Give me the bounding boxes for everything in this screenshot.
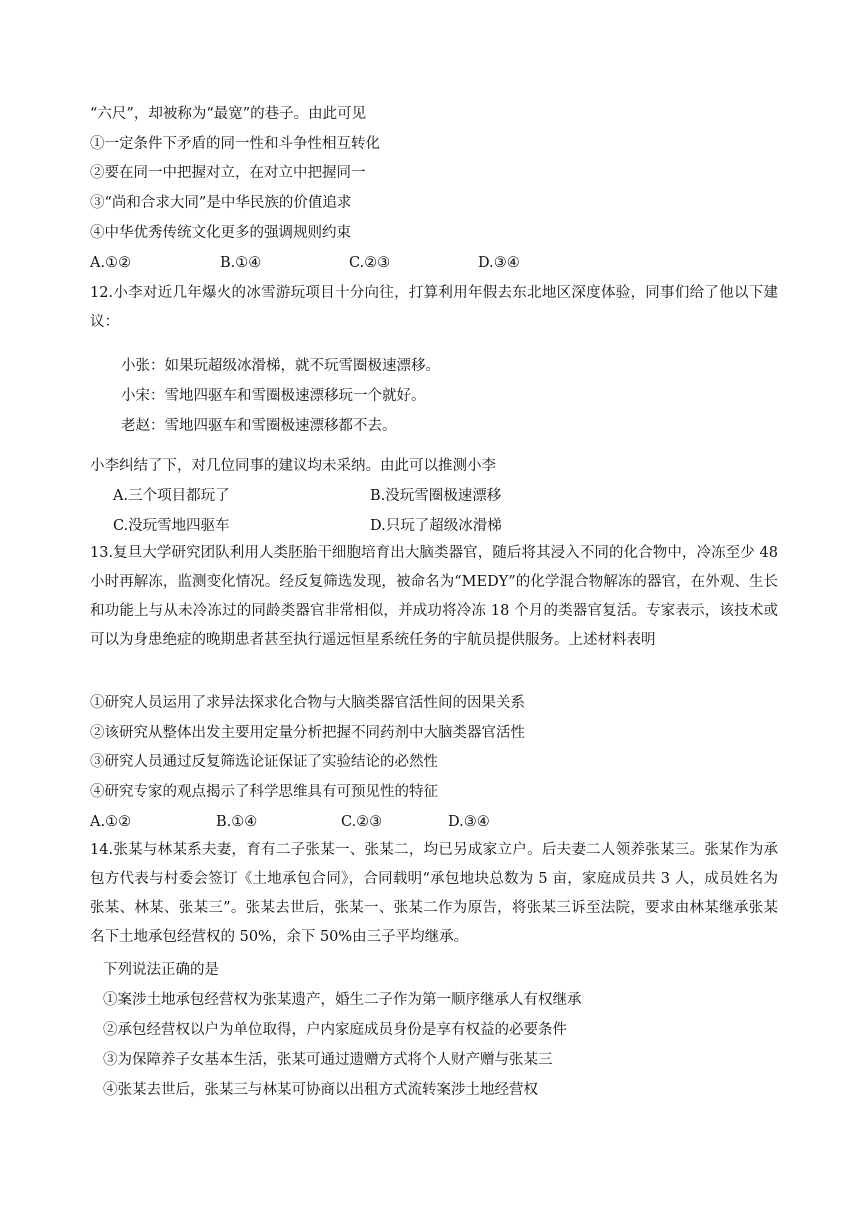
q13-item-1: ①研究人员运用了求异法探求化合物与大脑类器官活性间的因果关系 xyxy=(90,695,525,711)
q11-option-d: D.③④ xyxy=(478,255,520,271)
q13-item-4: ④研究专家的观点揭示了科学思维具有可预见性的特征 xyxy=(90,784,438,800)
q13-option-c: C.②③ xyxy=(341,814,383,830)
q14-item-4: ④张某去世后，张某三与林某可协商以出租方式流转案涉土地经营权 xyxy=(103,1082,538,1098)
q11-item-2: ②要在同一中把握对立，在对立中把握同一 xyxy=(90,165,366,181)
q12-quote-zhang: 小张：如果玩超级冰滑梯，就不玩雪圈极速漂移。 xyxy=(121,358,440,374)
q14-item-2: ②承包经营权以户为单位取得，户内家庭成员身份是享有权益的必要条件 xyxy=(103,1022,567,1038)
q13-option-d: D.③④ xyxy=(448,814,490,830)
q11-stem-tail: “六尺”，却被称为“最宽”的巷子。由此可见 xyxy=(90,106,367,122)
q14-prompt: 下列说法正确的是 xyxy=(103,962,219,978)
q12-option-d: D.只玩了超级冰滑梯 xyxy=(370,518,502,534)
q13-option-a: A.①② xyxy=(90,814,132,830)
q11-option-c: C.②③ xyxy=(349,255,391,271)
q12-followup: 小李纠结了下，对几位同事的建议均未采纳。由此可以推测小李 xyxy=(90,458,496,474)
q12-option-c: C.没玩雪地四驱车 xyxy=(113,518,230,534)
q13-item-2: ②该研究从整体出发主要用定量分析把握不同药剂中大脑类器官活性 xyxy=(90,725,525,741)
q13-option-b: B.①④ xyxy=(216,814,258,830)
q13-item-3: ③研究人员通过反复筛选论证保证了实验结论的必然性 xyxy=(90,754,438,770)
q14-item-3: ③为保障养子女基本生活，张某可通过遗赠方式将个人财产赠与张某三 xyxy=(103,1052,553,1068)
q13-stem: 13.复旦大学研究团队利用人类胚胎干细胞培育出大脑类器官，随后将其浸入不同的化合物中，冷冻至少 48 小时再解冻，监测变化情况。经反复筛选发现，被命名为“MEDY”的化学混合物解冻的器官，在外观、生长和功能上与从未冷冻过的同龄类器官非常相似，并成功将冷冻 18 个月的类器官复活。专家表示，该技术或可以为身患绝症的晚期患者甚至执行遥远恒星系统任务的宇航员提供服务。上述材料表明 xyxy=(90,545,778,648)
q12-option-b: B.没玩雪圈极速漂移 xyxy=(370,488,502,504)
q12-quote-song: 小宋：雪地四驱车和雪圈极速漂移玩一个就好。 xyxy=(121,388,426,404)
q11-item-1: ①一定条件下矛盾的同一性和斗争性相互转化 xyxy=(90,136,380,152)
q11-item-3: ③“尚和合求大同”是中华民族的价值追求 xyxy=(90,195,352,211)
q14-stem: 14.张某与林某系夫妻，育有二子张某一、张某二，均已另成家立户。后夫妻二人领养张某三。张某作为承包方代表与村委会签订《土地承包合同》，合同载明“承包地块总数为 5 亩，家庭成员共 3 人，成员姓名为张某、林某、张某三”。张某去世后，张某一、张某二作为原告，将张某三诉至法院，要求由林某继承张某名下土地承包经营权的 50%，余下 50%由三子平均继承。 xyxy=(90,842,778,945)
q12-quote-zhao: 老赵：雪地四驱车和雪圈极速漂移都不去。 xyxy=(121,418,397,434)
q11-option-b: B.①④ xyxy=(220,255,262,271)
q12-option-a: A.三个项目都玩了 xyxy=(113,488,230,504)
q11-option-a: A.①② xyxy=(90,255,132,271)
q14-item-1: ①案涉土地承包经营权为张某遗产，婚生二子作为第一顺序继承人有权继承 xyxy=(103,992,582,1008)
q12-stem: 12.小李对近几年爆火的冰雪游玩项目十分向往，打算利用年假去东北地区深度体验，同事们给了他以下建议： xyxy=(90,285,778,330)
q11-item-4: ④中华优秀传统文化更多的强调规则约束 xyxy=(90,225,351,241)
